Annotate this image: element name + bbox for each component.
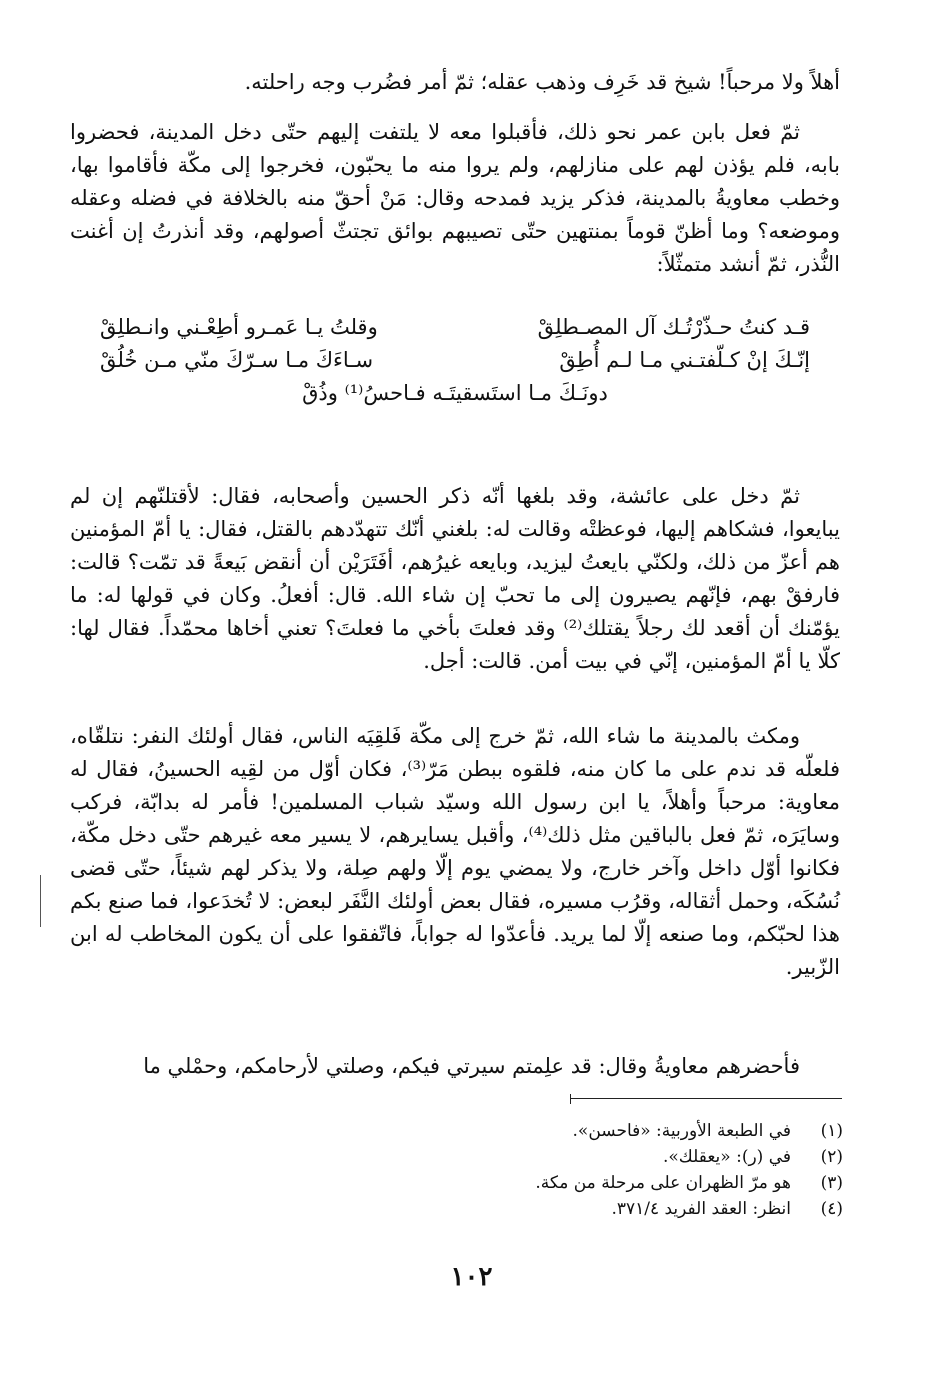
footnote-4 <box>423 1196 843 1222</box>
poem-line-1-second-hemistich: وقلتُ يـا عَمـرو أطِعْـني وانـطلِقْ <box>100 315 378 339</box>
footnote-4-number: (٤) <box>820 1199 843 1219</box>
footnote-4-text: انظر: العقد الفريد ٣٧١/٤. <box>611 1199 791 1219</box>
paragraph-3-text: ثمّ دخل على عائشة، وقد بلغها أنّه ذكر الحسين وأصحابه، فقال: لأقتلنّهم إن لم يبايعوا، فشكاهم إليها، فوعظتْه وقالت له: بلغني أنّك تتهدّدهم بالقتل، فقال: يا أمّ المؤمنين هم أعزّ من ذلك، ولكنّي بايعتُ ليزيد، وبايعه غيرُهم، أفَتَرَيْن أن أنقض بَيعةً قد تمّت؟ قالت: فارفقْ بهم، فإنّهم يصيرون إلى ما تحبّ إن شاء الله. قال: أفعلُ. وكان في قولها له: ما يؤمّنك أن أقعد لك رجلاً يقتلك⁽²⁾ وقد فعلتَ بأخي ما فعلتَ؟ تعني أخاها محمّداً. فقال لها: كلّا يا أمّ المؤمنين، إنّي في بيت أمن. قالت: أجل. <box>70 484 841 673</box>
footnote-2 <box>423 1144 843 1170</box>
poem-line-1-first-hemistich: قـد كنتُ حـذّرْتُـك آل المصـطلِقْ <box>537 315 810 339</box>
paragraph-2 <box>70 116 840 281</box>
footnote-2-number: (٢) <box>820 1147 843 1167</box>
poem-line-2 <box>70 348 840 381</box>
footnote-3-number: (٣) <box>820 1173 843 1193</box>
paragraph-4-text: ومكث بالمدينة ما شاء الله، ثمّ خرج إلى مكّة فَلقِيَه الناس، فقال أولئك النفر: نتلقّاه، فلعلّه قد ندم على ما كان منه، فلقوه ببطن مَرّ⁽³⁾، فكان أوّل من لقِيه الحسينُ، فقال له معاوية: مرحباً وأهلاً، يا ابن رسول الله وسيّد شباب المسلمين! فأمر له بدابّة، فركب وسايَرَه، ثمّ فعل بالباقين مثل ذلك⁽⁴⁾، وأقبل يسايرهم، لا يسير معه غيرهم حتّى دخل مكّة، فكانوا أوّل داخل وآخر خارج، ولا يمضي يوم إلّا ولهم صِلة، ولا يذكر لهم شيئاً، حتّى قضى نُسُكَه، وحمل أثقاله، وقرُب مسيره، فقال بعض أولئك النَّفَر لبعض: لا تُخدَعوا، فما صنع بكم هذا لحبّكم، وما صنعه إلّا لما يريد. فأعدّوا له جواباً، فاتّفقوا على أن يكون المخاطب له ابن الزّبير. <box>70 724 840 979</box>
footnote-separator-tick <box>570 1094 571 1104</box>
margin-mark <box>40 875 41 927</box>
poem-line-2-first-hemistich: إنّـكَ إنْ كـلّفتـني مـا لـم أُطِقْ <box>559 348 810 372</box>
poem-block <box>70 315 840 414</box>
footnote-separator <box>570 1098 842 1099</box>
footnote-3 <box>423 1170 843 1196</box>
paragraph-3 <box>70 480 840 678</box>
paragraph-5 <box>70 1050 840 1083</box>
poem-line-3: دونَـكَ مـا استَسقيتَـه فـاحسُ⁽¹⁾ وذُقْ <box>302 381 608 405</box>
paragraph-1 <box>70 66 840 99</box>
footnote-1-number: (١) <box>820 1121 843 1141</box>
page-number: ١٠٢ <box>450 1262 493 1292</box>
footnote-3-text: هو مرّ الظهران على مرحلة من مكة. <box>535 1173 791 1193</box>
paragraph-4 <box>70 720 840 984</box>
paragraph-5-text: فأحضرهم معاويةُ وقال: قد علِمتم سيرتي فيكم، وصلتي لأرحامكم، وحمْلي ما <box>143 1054 800 1078</box>
poem-line-2-second-hemistich: سـاءَكَ مـا سـرّكَ منّي مـن خُلُقْ <box>100 348 374 372</box>
paragraph-1-text: أهلاً ولا مرحباً! شيخ قد خَرِف وذهب عقله؛ ثمّ أمر فضُرب وجه راحلته. <box>244 70 840 94</box>
paragraph-2-text: ثمّ فعل بابن عمر نحو ذلك، فأقبلوا معه لا يلتفت إليهم حتّى دخل المدينة، فحضروا بابه، فلم يؤذن لهم على منازلهم، ولم يروا منه ما يحبّون، فخرجوا إلى مكّة فأقاموا بها، وخطب معاويةُ بالمدينة، فذكر يزيد فمدحه وقال: مَنْ أحقّ منه بالخلافة في فضله وعقله وموضعه؟ وما أظنّ قوماً بمنتهين حتّى تصيبهم بوائق تجتثّ أصولهم، وقد أنذرتُ إن أغنت النُّذر، ثمّ أنشد متمثّلاً: <box>70 120 840 276</box>
footnote-1 <box>423 1118 843 1144</box>
footnote-1-text: في الطبعة الأوربية: «فاحسن». <box>572 1121 791 1141</box>
footnotes <box>423 1118 843 1222</box>
footnote-2-text: في (ر): «يعقلك». <box>663 1147 791 1167</box>
poem-line-1 <box>70 315 840 348</box>
